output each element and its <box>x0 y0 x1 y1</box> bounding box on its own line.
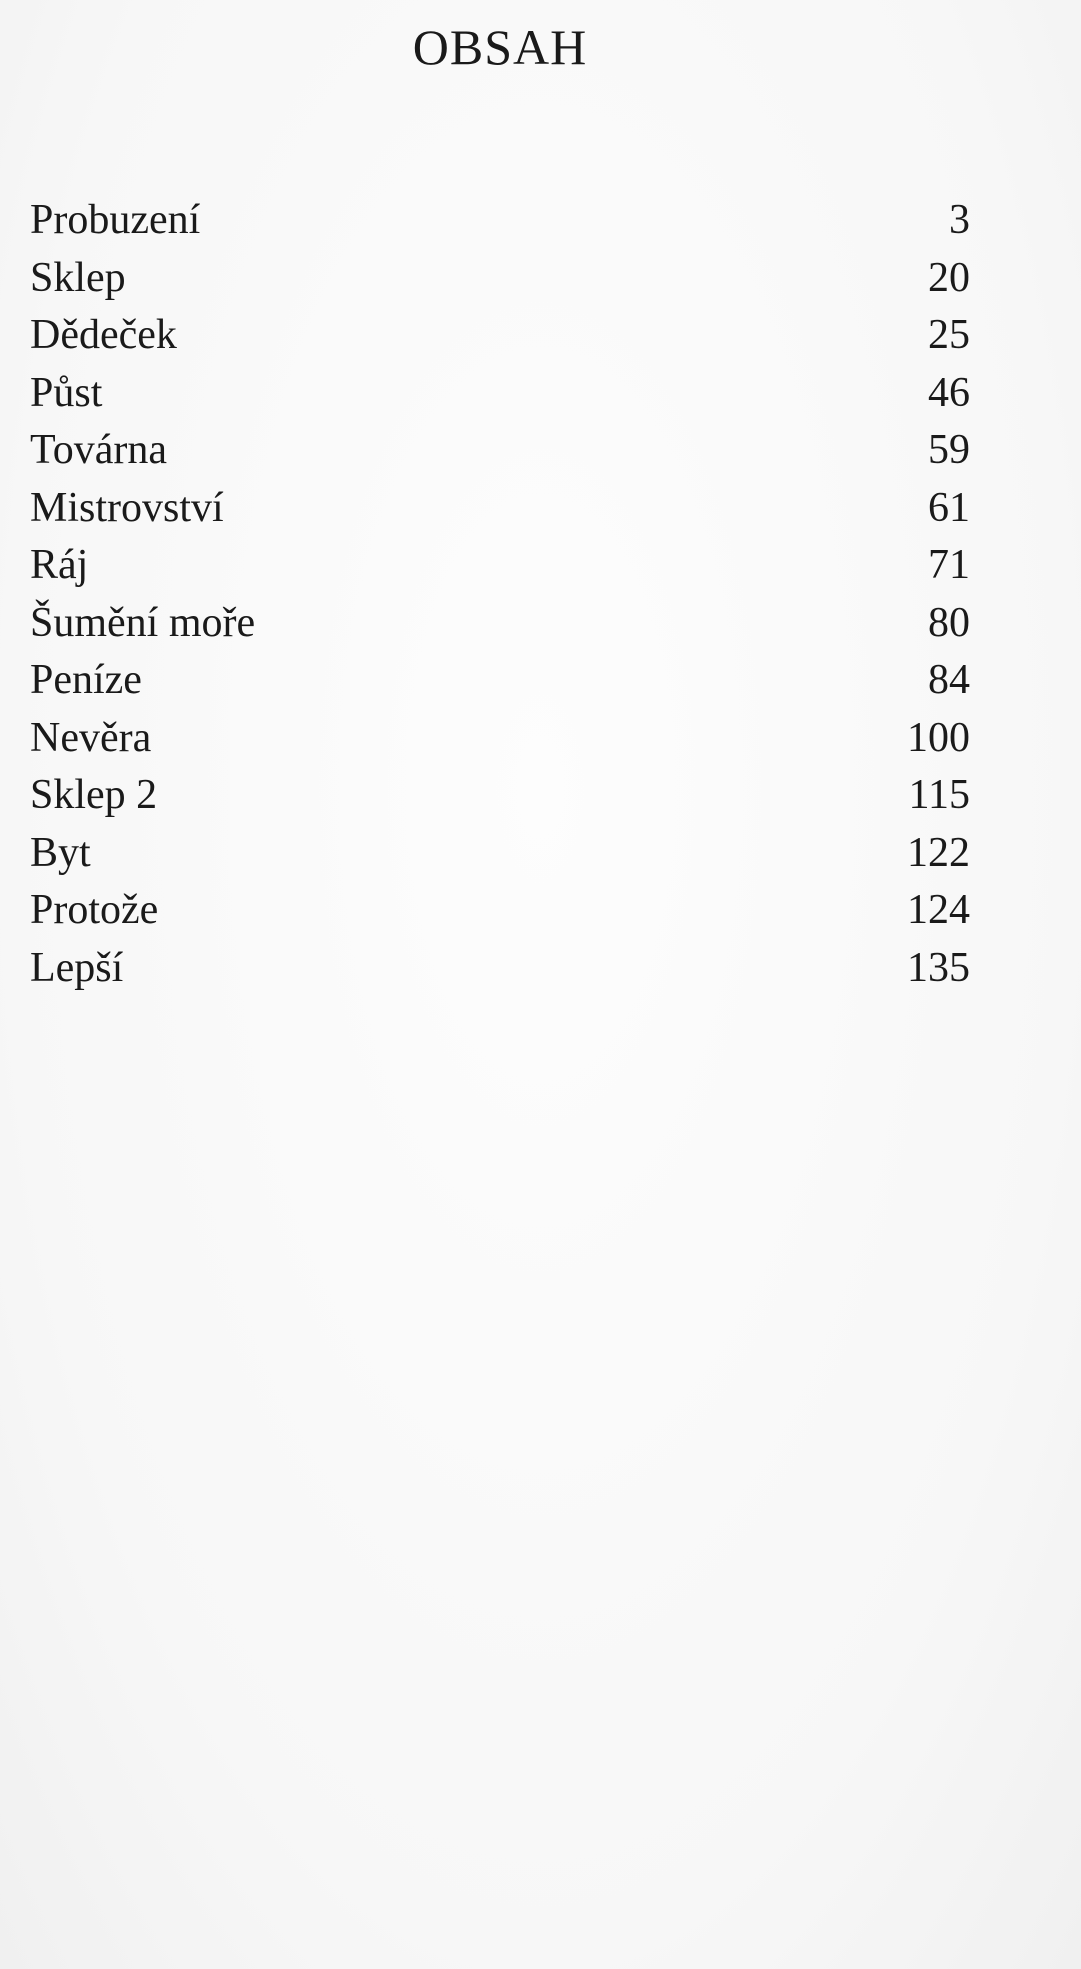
toc-entry-title: Probuzení <box>30 197 201 243</box>
toc-entry-page: 100 <box>907 714 970 761</box>
toc-entry <box>30 537 970 595</box>
toc-entry <box>30 480 970 538</box>
page-title: OBSAH <box>412 19 588 75</box>
toc-entry <box>30 250 970 308</box>
toc-entry-page: 25 <box>928 312 970 358</box>
toc-entry-page: 61 <box>928 484 970 531</box>
toc-entry-title: Peníze <box>30 657 142 703</box>
toc-entry <box>30 767 970 825</box>
table-of-contents <box>30 192 970 997</box>
toc-entry-title: Protože <box>30 887 159 933</box>
toc-entry <box>30 710 970 768</box>
toc-entry <box>30 307 970 365</box>
toc-entry-page: 122 <box>907 829 970 876</box>
toc-entry-title: Sklep 2 <box>30 772 158 818</box>
toc-entry-page: 115 <box>908 772 970 818</box>
toc-entry <box>30 192 970 250</box>
toc-entry-title: Lepší <box>30 944 124 991</box>
toc-entry-page: 84 <box>928 657 970 703</box>
toc-entry <box>30 940 970 998</box>
toc-entry-title: Půst <box>30 369 103 416</box>
toc-entry-title: Sklep <box>30 254 126 301</box>
toc-entry-title: Ráj <box>30 542 89 588</box>
toc-entry-page: 124 <box>907 887 970 933</box>
toc-entry-page: 20 <box>928 254 970 301</box>
toc-entry-page: 80 <box>928 599 970 646</box>
toc-entry <box>30 595 970 653</box>
toc-entry-title: Mistrovství <box>30 484 224 531</box>
toc-entry-page: 59 <box>928 427 970 473</box>
toc-entry <box>30 825 970 883</box>
toc-entry <box>30 882 970 940</box>
toc-entry-title: Dědeček <box>30 312 177 358</box>
toc-entry <box>30 365 970 423</box>
toc-entry-page: 3 <box>949 197 970 243</box>
toc-entry <box>30 652 970 710</box>
toc-entry-title: Byt <box>30 829 91 876</box>
toc-entry <box>30 422 970 480</box>
toc-entry-page: 135 <box>907 944 970 991</box>
toc-entry-title: Nevěra <box>30 714 152 761</box>
toc-entry-page: 46 <box>928 369 970 416</box>
toc-entry-title: Šumění moře <box>30 599 256 646</box>
toc-entry-title: Továrna <box>30 427 167 473</box>
toc-entry-page: 71 <box>928 542 970 588</box>
